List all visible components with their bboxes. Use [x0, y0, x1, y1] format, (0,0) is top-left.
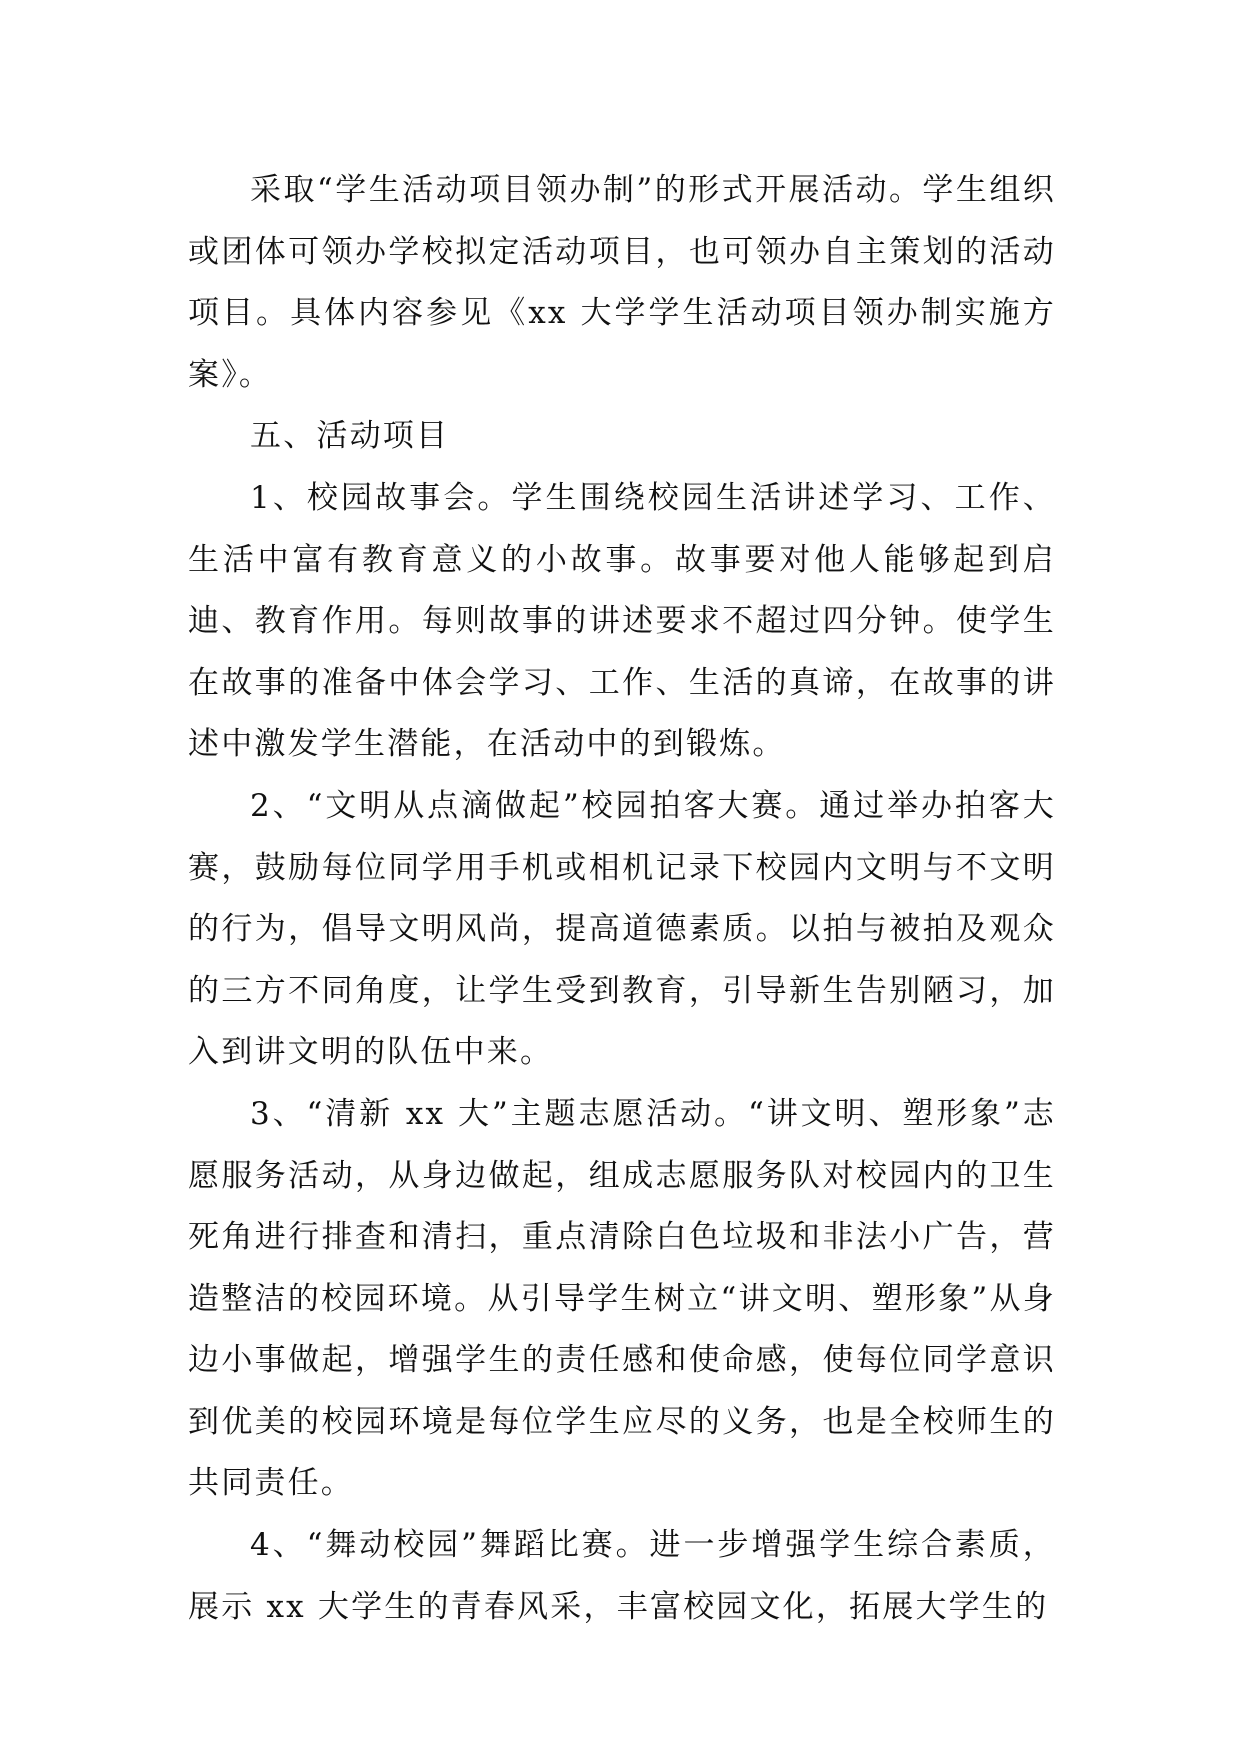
paragraph-story-meeting: 1、校园故事会。学生围绕校园生活讲述学习、工作、生活中富有教育意义的小故事。故事要对他人能够起到启迪、教育作用。每则故事的讲述要求不超过四分钟。使学生在故事的准备中体会学习、工作、生活的真谛，在故事的讲述中激发学生潜能，在活动中的到锻炼。 — [188, 479, 1056, 763]
paragraph-photo-contest: 2、“文明从点滴做起”校园拍客大赛。通过举办拍客大赛，鼓励每位同学用手机或相机记录下校园内文明与不文明的行为，倡导文明风尚，提高道德素质。以拍与被拍及观众的三方不同角度，让学生受到教育，引导新生告别陋习，加入到讲文明的队伍中来。 — [188, 787, 1056, 1071]
paragraph-volunteer-activity: 3、“清新 xx 大”主题志愿活动。“讲文明、塑形象”志愿服务活动，从身边做起，组成志愿服务队对校园内的卫生死角进行排查和清扫，重点清除白色垃圾和非法小广告，营造整洁的校园环境。从引导学生树立“讲文明、塑形象”从身边小事做起，增强学生的责任感和使命感，使每位同学意识到优美的校园环境是每位学生应尽的义务，也是全校师生的共同责任。 — [188, 1095, 1056, 1502]
paragraph-dance-contest: 4、“舞动校园”舞蹈比赛。进一步增强学生综合素质，展示 xx 大学生的青春风采，丰富校园文化，拓展大学生的 — [188, 1527, 1056, 1625]
document-body — [188, 160, 1056, 1638]
paragraph-project-system: 采取“学生活动项目领办制”的形式开展活动。学生组织或团体可领办学校拟定活动项目，也可领办自主策划的活动项目。具体内容参见《xx 大学学生活动项目领办制实施方案》。 — [188, 172, 1056, 393]
section-heading-activities: 五、活动项目 — [250, 418, 450, 455]
